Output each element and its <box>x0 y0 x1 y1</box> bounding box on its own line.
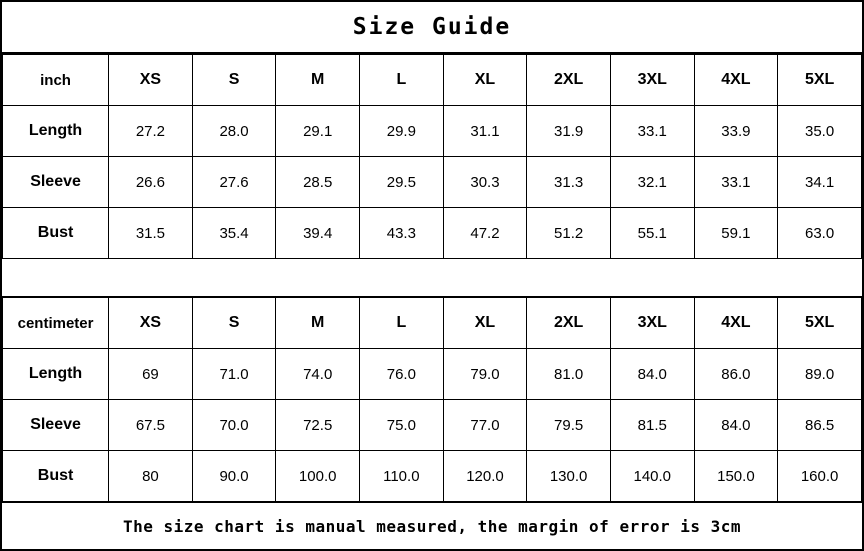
column-header-2xl: 2XL <box>527 298 611 349</box>
cell-bust-s: 35.4 <box>192 208 276 259</box>
cell-bust-m: 100.0 <box>276 451 360 502</box>
cell-sleeve-3xl: 81.5 <box>610 400 694 451</box>
cell-sleeve-xl: 30.3 <box>443 157 527 208</box>
footer-bar <box>2 502 862 549</box>
row-label-sleeve: Sleeve <box>3 157 109 208</box>
cell-length-2xl: 81.0 <box>527 349 611 400</box>
row-label-bust: Bust <box>3 451 109 502</box>
cell-sleeve-l: 75.0 <box>360 400 444 451</box>
row-label-length: Length <box>3 349 109 400</box>
cell-sleeve-xs: 26.6 <box>109 157 193 208</box>
column-header-m: M <box>276 55 360 106</box>
cell-length-5xl: 35.0 <box>778 106 862 157</box>
cell-bust-5xl: 160.0 <box>778 451 862 502</box>
cell-length-3xl: 33.1 <box>610 106 694 157</box>
cell-sleeve-4xl: 84.0 <box>694 400 778 451</box>
table-row <box>3 451 862 502</box>
cell-length-4xl: 86.0 <box>694 349 778 400</box>
cell-length-m: 29.1 <box>276 106 360 157</box>
cell-sleeve-xl: 77.0 <box>443 400 527 451</box>
column-header-l: L <box>360 298 444 349</box>
cell-bust-xl: 47.2 <box>443 208 527 259</box>
column-header-3xl: 3XL <box>610 55 694 106</box>
cell-bust-xs: 31.5 <box>109 208 193 259</box>
cell-length-s: 71.0 <box>192 349 276 400</box>
cell-length-3xl: 84.0 <box>610 349 694 400</box>
unit-label-inch: inch <box>3 55 109 106</box>
cell-bust-2xl: 130.0 <box>527 451 611 502</box>
unit-label-centimeter: centimeter <box>3 298 109 349</box>
column-header-s: S <box>192 298 276 349</box>
title-bar <box>2 2 862 54</box>
column-header-xs: XS <box>109 55 193 106</box>
cell-sleeve-5xl: 86.5 <box>778 400 862 451</box>
cell-bust-3xl: 55.1 <box>610 208 694 259</box>
size-table-centimeter <box>2 297 862 502</box>
page-title: Size Guide <box>352 14 512 40</box>
cell-bust-3xl: 140.0 <box>610 451 694 502</box>
cell-bust-s: 90.0 <box>192 451 276 502</box>
column-header-xl: XL <box>443 298 527 349</box>
cell-bust-l: 43.3 <box>360 208 444 259</box>
cell-bust-5xl: 63.0 <box>778 208 862 259</box>
cell-length-xl: 79.0 <box>443 349 527 400</box>
column-header-xs: XS <box>109 298 193 349</box>
cell-length-l: 29.9 <box>360 106 444 157</box>
cell-sleeve-m: 72.5 <box>276 400 360 451</box>
column-header-2xl: 2XL <box>527 55 611 106</box>
cell-sleeve-s: 70.0 <box>192 400 276 451</box>
cell-bust-xl: 120.0 <box>443 451 527 502</box>
cell-bust-m: 39.4 <box>276 208 360 259</box>
size-table-inch <box>2 54 862 259</box>
column-header-s: S <box>192 55 276 106</box>
table-row <box>3 208 862 259</box>
table-row <box>3 106 862 157</box>
cell-length-xs: 69 <box>109 349 193 400</box>
column-header-5xl: 5XL <box>778 55 862 106</box>
cell-sleeve-xs: 67.5 <box>109 400 193 451</box>
cell-sleeve-m: 28.5 <box>276 157 360 208</box>
column-header-xl: XL <box>443 55 527 106</box>
column-header-4xl: 4XL <box>694 55 778 106</box>
cell-bust-l: 110.0 <box>360 451 444 502</box>
cell-length-s: 28.0 <box>192 106 276 157</box>
cell-sleeve-2xl: 31.3 <box>527 157 611 208</box>
column-header-3xl: 3XL <box>610 298 694 349</box>
cell-length-5xl: 89.0 <box>778 349 862 400</box>
cell-bust-4xl: 150.0 <box>694 451 778 502</box>
table-header-row <box>3 298 862 349</box>
cell-sleeve-3xl: 32.1 <box>610 157 694 208</box>
cell-sleeve-l: 29.5 <box>360 157 444 208</box>
row-label-length: Length <box>3 106 109 157</box>
cell-sleeve-4xl: 33.1 <box>694 157 778 208</box>
cell-length-xl: 31.1 <box>443 106 527 157</box>
cell-length-l: 76.0 <box>360 349 444 400</box>
table-row <box>3 157 862 208</box>
cell-bust-4xl: 59.1 <box>694 208 778 259</box>
cell-sleeve-s: 27.6 <box>192 157 276 208</box>
row-label-bust: Bust <box>3 208 109 259</box>
cell-length-xs: 27.2 <box>109 106 193 157</box>
row-label-sleeve: Sleeve <box>3 400 109 451</box>
table-row <box>3 349 862 400</box>
table-spacer <box>2 259 862 297</box>
table-row <box>3 400 862 451</box>
cell-length-2xl: 31.9 <box>527 106 611 157</box>
column-header-5xl: 5XL <box>778 298 862 349</box>
cell-sleeve-2xl: 79.5 <box>527 400 611 451</box>
column-header-l: L <box>360 55 444 106</box>
cell-bust-2xl: 51.2 <box>527 208 611 259</box>
cell-length-4xl: 33.9 <box>694 106 778 157</box>
table-header-row <box>3 55 862 106</box>
cell-sleeve-5xl: 34.1 <box>778 157 862 208</box>
column-header-m: M <box>276 298 360 349</box>
cell-length-m: 74.0 <box>276 349 360 400</box>
column-header-4xl: 4XL <box>694 298 778 349</box>
cell-bust-xs: 80 <box>109 451 193 502</box>
footer-note: The size chart is manual measured, the margin of error is 3cm <box>122 516 742 536</box>
